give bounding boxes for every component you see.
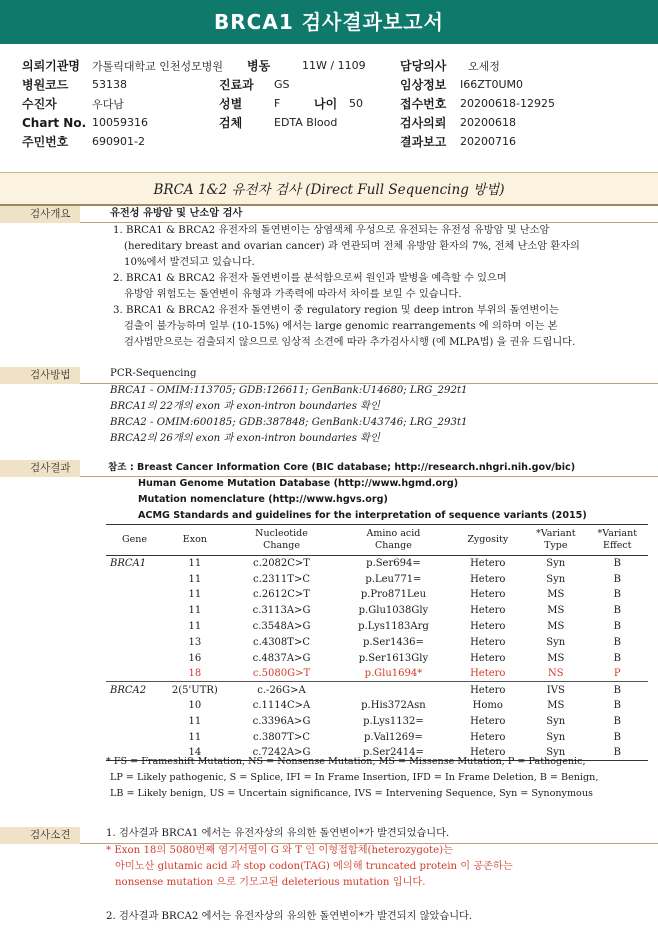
table-cell: c.2311T>C: [253, 573, 310, 585]
column-header: Nucleotide Change: [227, 525, 337, 556]
info-label: 나이: [314, 97, 338, 111]
table-cell: Hetero: [470, 636, 506, 648]
table-cell: Hetero: [470, 558, 506, 570]
opinion-finding-line: 아미노산 glutamic acid 과 stop codon(TAG) 에의해 truncated protein 이 공존하는: [115, 861, 513, 872]
report-header: [0, 172, 658, 206]
table-cell: [106, 729, 163, 745]
info-label: 진료과: [219, 78, 254, 92]
table-row: [106, 556, 648, 572]
table-cell: Hetero: [470, 573, 506, 585]
table-cell: 11: [188, 731, 202, 743]
section-label-opinion: 검사소견: [0, 827, 80, 844]
footnote-line: LB = Likely benign, US = Uncertain significance, IVS = Intervening Sequence, Syn = Synonymous: [110, 788, 593, 799]
report-sheet: [0, 172, 658, 946]
table-cell: p.Lys1132=: [363, 715, 424, 727]
info-value: GS: [274, 78, 290, 91]
info-row: [22, 75, 642, 94]
table-cell: MS: [547, 652, 565, 664]
overview-heading: 유전성 유방암 및 난소암 검사: [110, 208, 243, 219]
table-cell: c.4308T>C: [253, 636, 310, 648]
table-cell: Hetero: [470, 605, 506, 617]
info-label: 의뢰기관명: [22, 59, 80, 73]
info-label: 결과보고: [400, 135, 447, 149]
table-row: [106, 603, 648, 619]
overview-line: (hereditary breast and ovarian cancer) 과 연관되며 전체 유방암 환자의 7%, 전체 난소암 환자의: [124, 241, 580, 252]
table-cell: B: [613, 715, 621, 727]
info-row: [22, 56, 642, 75]
info-value: 20200618: [460, 116, 516, 129]
table-cell: B: [613, 621, 621, 633]
table-row: [106, 634, 648, 650]
table-cell: [106, 603, 163, 619]
column-header: Amino acid Change: [336, 525, 450, 556]
overview-line: 10%에서 발견되고 있습니다.: [124, 257, 255, 268]
table-cell: Syn: [546, 558, 566, 570]
table-cell: NS: [547, 668, 564, 680]
info-label: 주민번호: [22, 135, 69, 149]
table-row: [106, 571, 648, 587]
table-cell: p.Ser1613Gly: [358, 652, 429, 664]
table-cell: p.Ser694=: [366, 558, 421, 570]
overview-line: 3. BRCA1 & BRCA2 유전자 돌연변이 중 regulatory region 및 deep intron 부위의 돌연변이는: [113, 305, 559, 316]
table-cell: MS: [547, 605, 565, 617]
table-cell: B: [613, 589, 621, 601]
table-cell: [106, 650, 163, 666]
info-value: 50: [349, 97, 363, 110]
table-row: [106, 619, 648, 635]
table-cell: c.5080G>T: [252, 668, 311, 680]
info-row: [22, 132, 642, 151]
table-cell: IVS: [525, 682, 586, 698]
opinion-finding-line: * Exon 18의 5080번째 염기서열이 G 와 T 인 이형접합체(heterozygote)는: [106, 845, 453, 856]
table-cell: Syn: [525, 745, 586, 761]
table-row: [106, 650, 648, 666]
table-cell: 16: [188, 652, 202, 664]
table-cell: B: [587, 745, 649, 761]
table-cell: Syn: [546, 715, 566, 727]
table-cell: p.Ser2414=: [336, 745, 450, 761]
info-label: 검사의뢰: [400, 116, 447, 130]
table-cell: Syn: [546, 731, 566, 743]
table-cell: BRCA2: [106, 682, 163, 698]
table-cell: MS: [547, 589, 565, 601]
table-cell: Hetero: [470, 621, 506, 633]
info-label: 성별: [219, 97, 243, 111]
table-cell: Hetero: [450, 745, 525, 761]
info-value: 가톨릭대학교 인천성모병원: [92, 59, 224, 73]
info-value: 10059316: [92, 116, 148, 129]
table-cell: 11: [188, 605, 202, 617]
table-cell: 11: [188, 621, 202, 633]
table-row: [106, 698, 648, 714]
table-cell: Hetero: [470, 731, 506, 743]
info-value: 20200716: [460, 135, 516, 148]
table-cell: 11: [188, 589, 202, 601]
table-cell: B: [613, 731, 621, 743]
info-value: 11W / 1109: [302, 59, 366, 72]
page-title: BRCA1 검사결과보고서: [214, 10, 444, 34]
info-label: Chart No.: [22, 115, 87, 130]
info-row: [22, 113, 642, 132]
table-cell: [106, 713, 163, 729]
footnote-line: * FS = Frameshift Mutation, NS = Nonsense Mutation, MS = Missense Mutation, P = Pathogenic,: [106, 756, 586, 767]
info-value: F: [274, 97, 281, 110]
info-label: 검체: [219, 116, 243, 130]
table-cell: [106, 698, 163, 714]
table-cell: [106, 571, 163, 587]
table-cell: [106, 634, 163, 650]
table-cell: Syn: [546, 636, 566, 648]
table-cell: 2(5'UTR): [163, 682, 227, 698]
table-cell: Hetero: [470, 668, 506, 680]
section-label-overview: 검사개요: [0, 206, 80, 223]
overview-line: 2. BRCA1 & BRCA2 유전자 돌연변이를 분석함으로써 원인과 발병을 예측할 수 있으며: [113, 273, 507, 284]
table-cell: 14: [163, 745, 227, 761]
table-cell: c.7242A>G: [227, 745, 337, 761]
table-cell: p.Leu771=: [365, 573, 422, 585]
table-cell: c.2612C>T: [253, 589, 310, 601]
info-label: 임상정보: [400, 78, 447, 92]
info-value: 우다남: [92, 97, 124, 111]
footnote-line: LP = Likely pathogenic, S = Splice, IFI = In Frame Insertion, IFD = In Frame Deletion, B = Benign,: [110, 772, 599, 783]
table-cell: p.Pro871Leu: [360, 589, 427, 601]
table-cell: c.-26G>A: [227, 682, 337, 698]
table-cell: p.Glu1038Gly: [358, 605, 429, 617]
method-line: BRCA1의 22개의 exon 과 exon-intron boundaries 확인: [110, 401, 380, 412]
overview-line: 검사법만으로는 검출되지 않으므로 임상적 소견에 따라 추가검사시행 (예 MLPA법) 을 권유 드립니다.: [124, 337, 576, 348]
table-cell: [106, 587, 163, 603]
table-cell: B: [587, 682, 649, 698]
table-cell: Homo: [472, 700, 503, 712]
table-row: [106, 666, 648, 682]
table-cell: [336, 682, 450, 698]
info-label: 병동: [247, 59, 271, 73]
info-value: EDTA Blood: [274, 116, 338, 129]
table-cell: Hetero: [470, 589, 506, 601]
table-cell: B: [613, 652, 621, 664]
table-cell: Hetero: [450, 682, 525, 698]
opinion-line: 1. 검사결과 BRCA1 에서는 유전자상의 유의한 돌연변이*가 발견되었습니다.: [106, 828, 450, 839]
table-header-row: [106, 525, 648, 556]
table-cell: BRCA1: [110, 558, 147, 570]
patient-info: [22, 56, 642, 151]
opinion-finding-line: nonsense mutation 으로 기모고된 deleterious mutation 입니다.: [115, 877, 426, 888]
column-header: Gene: [106, 525, 163, 556]
section-label-method: 검사방법: [0, 367, 80, 384]
table-cell: B: [613, 558, 621, 570]
table-cell: 11: [188, 573, 202, 585]
table-cell: Hetero: [470, 652, 506, 664]
column-header: Zygosity: [450, 525, 525, 556]
column-header: *Variant Effect: [587, 525, 649, 556]
table-cell: 18: [188, 668, 202, 680]
table-cell: [106, 666, 163, 682]
table-row: [106, 587, 648, 603]
table-row: [106, 729, 648, 745]
info-label: 수진자: [22, 97, 57, 111]
method-line: BRCA1 - OMIM:113705; GDB:126611; GenBank:U14680; LRG_292t1: [110, 385, 468, 396]
method-line: BRCA2 - OMIM:600185; GDB:387848; GenBank:U43746; LRG_293t1: [110, 417, 468, 428]
table-row: [106, 682, 648, 698]
table-cell: c.2082C>T: [253, 558, 310, 570]
info-row: [22, 94, 642, 113]
overview-line: 검출이 불가능하며 일부 (10-15%) 에서는 large genomic rearrangements 에 의하며 이는 본: [124, 321, 558, 332]
table-cell: P: [613, 668, 621, 680]
table-cell: p.Lys1183Arg: [358, 621, 429, 633]
table-cell: 13: [188, 636, 202, 648]
table-cell: c.3113A>G: [252, 605, 311, 617]
info-value: 20200618-12925: [460, 97, 555, 110]
reference-line: ACMG Standards and guidelines for the interpretation of sequence variants (2015): [138, 510, 587, 521]
reference-line: 참조 : Breast Cancer Information Core (BIC database; http://research.nhgri.nih.gov/bic): [108, 462, 576, 473]
table-cell: B: [613, 636, 621, 648]
overview-line: 1. BRCA1 & BRCA2 유전자의 돌연변이는 상염색체 우성으로 유전되는 유전성 유방암 및 난소암: [113, 225, 550, 236]
table-cell: 11: [188, 715, 202, 727]
table-row: [106, 713, 648, 729]
table-cell: c.4837A>G: [252, 652, 311, 664]
table-cell: B: [613, 605, 621, 617]
overview-line: 유방암 위험도는 돌연변이 유형과 가족력에 따라서 차이를 보일 수 있습니다.: [124, 289, 462, 300]
table-cell: c.3807T>C: [253, 731, 310, 743]
info-value: 53138: [92, 78, 127, 91]
report-title-bar: [0, 0, 658, 44]
table-cell: MS: [547, 700, 565, 712]
table-cell: c.3548A>G: [252, 621, 311, 633]
reference-line: Human Genome Mutation Database (http://www.hgmd.org): [138, 478, 459, 489]
variant-table: [106, 524, 648, 761]
info-value: 690901-2: [92, 135, 145, 148]
table-cell: B: [613, 700, 621, 712]
table-cell: p.Val1269=: [363, 731, 423, 743]
table-cell: B: [613, 573, 621, 585]
method-line: BRCA2의 26개의 exon 과 exon-intron boundaries 확인: [110, 433, 380, 444]
reference-line: Mutation nomenclature (http://www.hgvs.org): [138, 494, 388, 505]
table-cell: 11: [188, 558, 202, 570]
column-header: Exon: [163, 525, 227, 556]
method-line: PCR-Sequencing: [110, 368, 197, 379]
table-cell: MS: [547, 621, 565, 633]
table-cell: p.Glu1694*: [364, 668, 423, 680]
column-header: *Variant Type: [525, 525, 586, 556]
table-cell: p.Ser1436=: [362, 636, 424, 648]
table-cell: 10: [188, 700, 202, 712]
opinion-line: 2. 검사결과 BRCA2 에서는 유전자상의 유의한 돌연변이*가 발견되지 않았습니다.: [106, 911, 473, 922]
table-cell: Hetero: [470, 715, 506, 727]
table-cell: p.His372Asn: [361, 700, 426, 712]
info-label: 병원코드: [22, 78, 69, 92]
section-label-result: 검사결과: [0, 460, 80, 477]
table-cell: Syn: [546, 573, 566, 585]
info-value: 오세정: [468, 59, 500, 73]
info-label: 담당의사: [400, 59, 447, 73]
table-cell: c.3396A>G: [252, 715, 311, 727]
info-label: 접수번호: [400, 97, 447, 111]
report-subtitle: BRCA 1&2 유전자 검사 (Direct Full Sequencing 방법): [153, 182, 505, 198]
table-cell: c.1114C>A: [252, 700, 311, 712]
info-value: I66ZT0UM0: [460, 78, 524, 91]
table-cell: [106, 619, 163, 635]
